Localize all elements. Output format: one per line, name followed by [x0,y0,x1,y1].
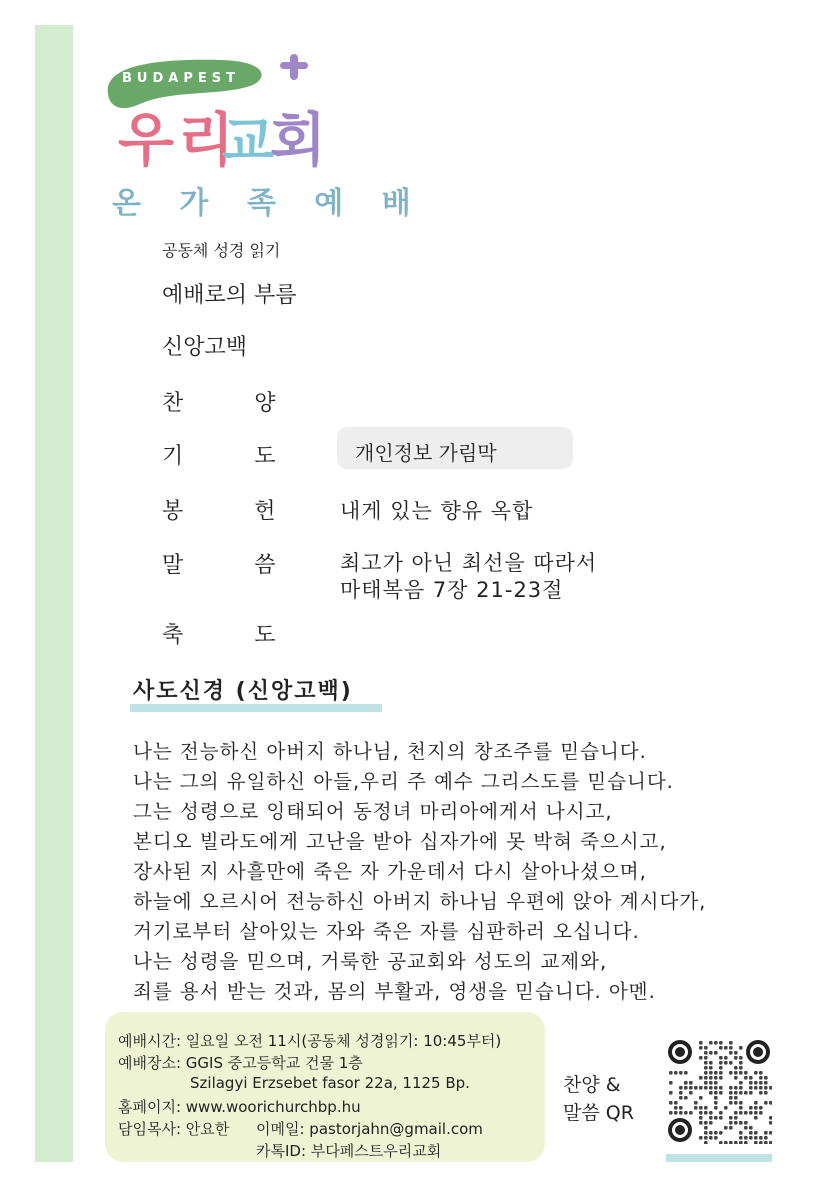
privacy-mask-text: 개인정보 가림막 [355,441,497,465]
left-accent-bar [35,25,73,1162]
order-prayer: 기 도 [162,444,308,469]
worship-place: 예배장소: GGIS 중고등학교 건물 1층 [118,1054,363,1072]
sermon-title: 최고가 아닌 최선을 따라서 [340,551,598,575]
creed-line: 하늘에 오르시어 전능하신 아버지 하나님 우편에 앉아 계시다가, [133,890,707,913]
pastor-name: 담임목사: 안요한 [118,1120,230,1138]
creed-line: 거기로부터 살아있는 자와 죽은 자를 심판하러 오십니다. [133,920,640,943]
order-hymn: 찬 양 [162,391,308,416]
creed-line: 나는 전능하신 아버지 하나님, 천지의 창조주를 믿습니다. [133,740,647,763]
kakao-id: 카톡ID: 부다페스트우리교회 [256,1142,442,1160]
order-call-to-worship: 예배로의 부름 [162,283,297,308]
order-sermon: 말 씀 [162,553,308,578]
worship-time: 예배시간: 일요일 오전 11시(공동체 성경읽기: 10:45부터) [118,1032,502,1050]
order-community-reading: 공동체 성경 읽기 [162,241,281,260]
logo-char-1: 우 [118,106,175,170]
order-offering: 봉 헌 [162,499,308,524]
logo-budapest-text: BUDAPEST [122,71,240,86]
creed-line: 장사된 지 사흘만에 죽은 자 가운데서 다시 살아나셨으며, [133,860,647,883]
creed-line: 그는 성령으로 잉태되어 동정녀 마리아에게서 나시고, [133,800,613,823]
creed-title-underline [130,704,382,712]
logo-char-3: 교 [222,110,275,170]
logo-char-2: 리 [178,106,235,170]
creed-line: 나는 성령을 믿으며, 거룩한 공교회와 성도의 교제와, [133,950,608,973]
qr-underline-bar [666,1154,772,1162]
qr-label-line1: 찬양 & [563,1074,621,1096]
creed-line: 본디오 빌라도에게 고난을 받아 십자가에 못 박혀 죽으시고, [133,830,667,853]
worship-address: Szilagyi Erzsebet fasor 22a, 1125 Bp. [190,1074,470,1092]
creed-title: 사도신경 (신앙고백) [133,679,353,704]
order-benediction: 축 도 [162,623,308,648]
church-logo [100,52,330,170]
pastor-email[interactable]: 이메일: pastorjahn@gmail.com [256,1120,483,1138]
logo-char-4: 회 [270,106,327,170]
homepage-link[interactable]: 홈페이지: www.woorichurchbp.hu [118,1098,361,1116]
order-creed: 신앙고백 [162,335,248,360]
sermon-passage: 마태복음 7장 21-23절 [340,578,564,602]
qr-label-line2: 말씀 QR [563,1102,634,1124]
offering-song: 내게 있는 향유 옥합 [340,499,534,523]
creed-line: 나는 그의 유일하신 아들,우리 주 예수 그리스도를 믿습니다. [133,770,674,793]
qr-code-icon[interactable] [666,1038,772,1144]
worship-subtitle: 온 가 족 예 배 [112,186,425,221]
creed-line: 죄를 용서 받는 것과, 몸의 부활과, 영생을 믿습니다. 아멘. [133,980,656,1003]
